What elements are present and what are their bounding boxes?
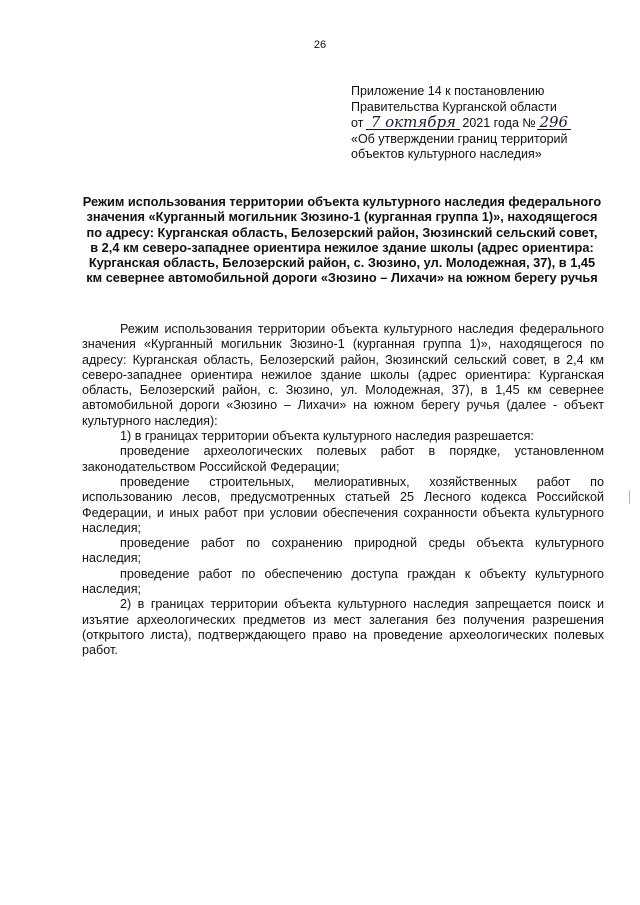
paragraph-prohibited: 2) в границах территории объекта культурного наследия запрещается поиск и изъятие археологических предметов из мест залегания без получения разрешения (открытого листа), подтверждающего право на проведение археологических полевых работ.: [82, 597, 604, 658]
document-title: Режим использования территории объекта культурного наследия федерального значения «Курганный могильник Зюзино-1 (курганная группа 1)», находящегося по адресу: Курганская область, Белозерский район, Зюзинский сельский совет, в 2,4 км северо-западнее ориентира нежилое здание школы (адрес ориентира: Курганская область, Белозерский район, с. Зюзино, ул. Молодежная, 37), в 1,45 км севернее автомобильной дороги «Зюзино – Лихачи» на южном берегу ручья: [82, 194, 602, 286]
appendix-line-5: объектов культурного наследия»: [351, 147, 542, 162]
appendix-from-label: от: [351, 116, 364, 131]
page-number: 26: [313, 39, 327, 51]
appendix-header: [351, 84, 621, 163]
paragraph-intro: Режим использования территории объекта культурного наследия федерального значения «Курганный могильник Зюзино-1 (курганная группа 1)», находящегося по адресу: Курганская область, Белозерский район, Зюзинский сельский совет, в 2,4 км северо-западнее ориентира нежилое здание школы (адрес ориентира: Курганская область, Белозерский район, с. Зюзино, ул. Молодежная, 37), в 1,45 км севернее автомобильной дороги «Зюзино – Лихачи» на южном берегу ручья (далее - объект культурного наследия):: [82, 322, 604, 428]
handwritten-date: 7 октября: [366, 115, 460, 130]
paragraph-permitted-item: проведение строительных, мелиоративных, хозяйственных работ по использованию лесов, предусмотренных статьей 25 Лесного кодекса Российской Федерации, и иных работ при условии обеспечения сохранности объекта культурного наследия;: [82, 474, 604, 535]
handwritten-number: 296: [537, 115, 571, 130]
document-body: [82, 322, 604, 659]
scan-edge-mark: [629, 490, 630, 504]
appendix-date-line: [351, 115, 621, 132]
paragraph-permitted-item: проведение археологических полевых работ в порядке, установленном законодательством Российской Федерации;: [82, 444, 604, 474]
paragraph-permitted-item: проведение работ по обеспечению доступа граждан к объекту культурного наследия;: [82, 566, 604, 597]
paragraph-permitted-item: проведение работ по сохранению природной среды объекта культурного наследия;: [82, 536, 604, 566]
appendix-line-1: Приложение 14 к постановлению: [351, 84, 545, 98]
paragraph-permitted-heading: 1) в границах территории объекта культурного наследия разрешается:: [120, 429, 534, 444]
appendix-line-2: Правительства Курганской области: [351, 99, 557, 114]
appendix-year-label: 2021 года №: [462, 116, 536, 131]
appendix-line-4: «Об утверждении границ территорий: [351, 131, 568, 146]
